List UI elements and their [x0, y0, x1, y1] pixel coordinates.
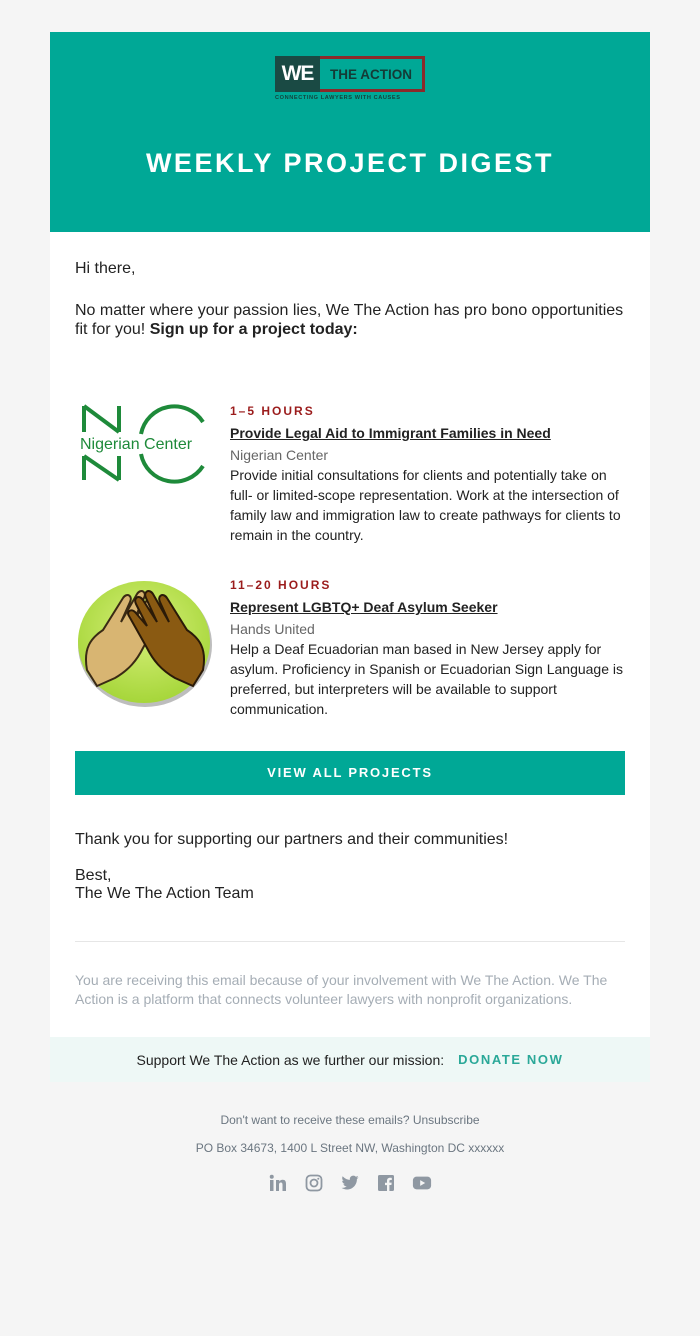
digest-title: WEEKLY PROJECT DIGEST [145, 148, 555, 178]
fine-print: You are receiving this email because of your involvement with We The Action. We The Action is a platform that connects volunteer lawyers with nonprofit organizations. [75, 972, 608, 1007]
intro-text: No matter where your passion lies, We The Action has pro bono opportunities fit for you! [75, 302, 624, 338]
project-card [75, 578, 625, 719]
facebook-icon[interactable] [376, 1173, 396, 1193]
greeting: Hi there, [75, 260, 136, 277]
project-card [75, 404, 625, 545]
email-header [50, 32, 650, 232]
project-body [230, 578, 625, 719]
nc-logo-text: Nigerian Center [80, 436, 193, 453]
project-hours: 1–5 HOURS [230, 404, 315, 418]
social-links [0, 1173, 700, 1193]
content-divider [75, 941, 625, 942]
project-title-link[interactable]: Provide Legal Aid to Immigrant Families in Need [230, 425, 551, 441]
instagram-icon[interactable] [304, 1173, 324, 1193]
project-description: Provide initial consultations for clients and potentially take on full- or limited-scope representation. Work at the intersection of family law and immigration law to create pathways for clients to remain in the country. [230, 467, 621, 543]
unsubscribe-line [0, 1113, 700, 1127]
project-title-link[interactable]: Represent LGBTQ+ Deaf Asylum Seeker [230, 599, 498, 615]
nigerian-center-logo[interactable] [75, 404, 230, 544]
logo-the-action: THE ACTION [320, 56, 425, 92]
logo-row [275, 56, 425, 92]
unsubscribe-link[interactable]: Unsubscribe [412, 1113, 480, 1127]
we-the-action-logo[interactable] [275, 56, 425, 106]
unsubscribe-prefix: Don't want to receive these emails? [220, 1113, 410, 1127]
signoff [75, 867, 625, 903]
linkedin-icon[interactable] [268, 1173, 288, 1193]
email-content [50, 232, 650, 1049]
project-body [230, 404, 625, 545]
project-org: Nigerian Center [230, 447, 329, 463]
signoff-line-1: Best, [75, 867, 112, 884]
email-card [50, 32, 650, 1049]
email-footer [0, 1113, 700, 1193]
support-text: Support We The Action as we further our mission: [136, 1051, 445, 1068]
intro-bold-cta: Sign up for a project today: [149, 321, 358, 338]
logo-we-mark: WE [275, 56, 320, 92]
postal-address: PO Box 34673, 1400 L Street NW, Washington DC xxxxxx [195, 1141, 505, 1155]
project-org: Hands United [230, 621, 315, 637]
signoff-line-2: The We The Action Team [75, 885, 254, 902]
twitter-icon[interactable] [340, 1173, 360, 1193]
project-hours: 11–20 HOURS [230, 578, 332, 592]
support-bar [50, 1037, 650, 1082]
donate-now-link[interactable]: DONATE NOW [458, 1052, 564, 1067]
hands-logo-graphic [75, 578, 215, 708]
logo-tagline: CONNECTING LAWYERS WITH CAUSES [275, 95, 401, 101]
hands-united-logo[interactable] [75, 578, 230, 718]
thanks-message: Thank you for supporting our partners and their communities! [75, 831, 509, 848]
project-description: Help a Deaf Ecuadorian man based in New Jersey apply for asylum. Proficiency in Spanish or Ecuadorian Sign Language is preferred, but interpreters will be available to support communication. [230, 641, 624, 717]
view-all-projects-button[interactable]: VIEW ALL PROJECTS [75, 751, 625, 795]
youtube-icon[interactable] [412, 1173, 432, 1193]
intro-paragraph [75, 301, 625, 339]
